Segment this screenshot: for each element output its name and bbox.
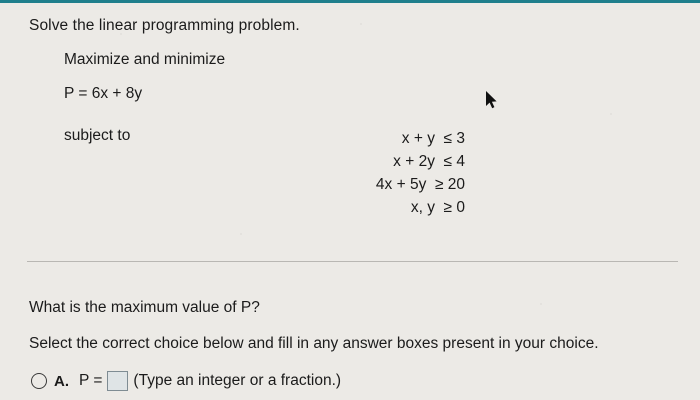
problem-content	[0, 3, 700, 400]
answer-input-box[interactable]	[107, 371, 128, 391]
constraint-list	[355, 127, 465, 219]
paper-speck	[240, 233, 242, 235]
paper-speck	[610, 113, 612, 115]
constraint-3: 4x + 5y ≥ 20	[375, 176, 465, 193]
paper-speck	[360, 23, 362, 25]
choice-equation-label: P =	[79, 372, 103, 389]
subject-to-label: subject to	[64, 127, 131, 144]
instruction-text: Select the correct choice below and fill in any answer boxes present in your choice.	[29, 335, 599, 352]
objective-label: Maximize and minimize	[64, 51, 226, 68]
question-text: What is the maximum value of P?	[29, 299, 260, 316]
choice-row-a[interactable]	[31, 371, 341, 391]
choice-letter-a: A.	[54, 372, 69, 390]
constraint-1: x + y ≤ 3	[401, 130, 465, 147]
constraint-2: x + 2y ≤ 4	[393, 153, 465, 170]
constraint-4: x, y ≥ 0	[410, 199, 465, 216]
choice-hint-text: (Type an integer or a fraction.)	[133, 372, 342, 389]
problem-prompt: Solve the linear programming problem.	[29, 17, 300, 34]
paper-speck	[120, 33, 122, 35]
radio-choice-a[interactable]	[31, 373, 47, 389]
section-divider	[27, 261, 678, 262]
paper-speck	[540, 303, 542, 305]
mouse-cursor-icon	[486, 91, 499, 110]
objective-function: P = 6x + 8y	[64, 85, 143, 102]
